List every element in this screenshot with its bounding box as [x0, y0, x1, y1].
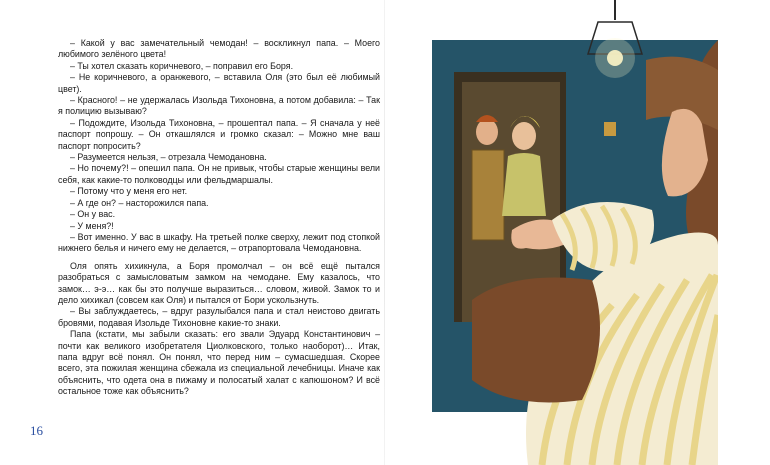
- paragraph: – Вы заблуждаетесь, – вдруг разулыбался папа и стал неистово двигать бровями, подавая Изольде Тихоновне какие-то знаки.: [58, 306, 380, 328]
- illustration-art: [432, 0, 718, 465]
- illustration: [432, 0, 718, 465]
- paragraph: – Подождите, Изольда Тихоновна, – прошептал папа. – Я сначала у неё паспорт попрошу. – Он откашлялся и громко сказал: – Можно мне ваш паспорт попросить?: [58, 117, 380, 151]
- paragraph: – Красного! – не удержалась Изольда Тихоновна, а потом добавила: – Так я полицию вызываю?: [58, 95, 380, 117]
- paragraph: – Но почему?! – опешил папа. Он не привык, чтобы старые женщины вели себя, как какие-то полководцы или фельдмаршалы.: [58, 163, 380, 185]
- paragraph: – Разумеется нельзя, – отрезала Чемодановна.: [70, 152, 267, 163]
- paragraph: – Потому что у меня его нет.: [70, 186, 188, 197]
- paragraph: – У меня?!: [70, 220, 114, 231]
- paragraph: – Он у вас.: [70, 209, 116, 220]
- brown-case: [472, 278, 600, 403]
- book-spine: [384, 0, 385, 465]
- paragraph: Папа (кстати, мы забыли сказать: его звали Эдуард Константинович – почти как великого изобретателя Циолковского, только наоборот)… Итак, папа вдруг всё понял. Он понял, что перед ним – сумасшедшая. Скорее всего, эта пожилая женщина сбежала из специальной лечебницы. Иначе как объяснить, что одета она в пижаму и полосатый халат с капюшоном? И всё остальное тоже как объяснить?: [58, 329, 380, 397]
- paragraph: – Какой у вас замечательный чемодан! – воскликнул папа. – Моего любимого зелёного цвета!: [58, 38, 380, 60]
- text-column: [58, 38, 380, 398]
- boy-figure: [476, 119, 498, 145]
- paragraph: – Вот именно. У вас в шкафу. На третьей полке сверху, лежит под стопкой нижнего белья и ничего ему не делается, – отрапортовала Чемодановна.: [58, 231, 380, 254]
- paragraph: – А где он? – насторожился папа.: [70, 197, 209, 208]
- page-number: 16: [30, 423, 43, 438]
- light-switch: [604, 122, 616, 136]
- girl-figure: [512, 122, 536, 150]
- paragraph: – Не коричневого, а оранжевого, – вставила Оля (это был её любимый цвет).: [58, 72, 380, 94]
- paragraph: Оля опять хихикнула, а Боря промолчал – он всё ещё пытался разобраться с замысловатым замком на чемодане. Ему казалось, что замок… э-э… как бы это получше выразиться… словом, живой. Замок то и дело хихикал (совсем как Оля) и пытался от Бори ускользнуть.: [58, 260, 380, 305]
- paragraph: – Ты хотел сказать коричневого, – поправил его Боря.: [70, 60, 294, 71]
